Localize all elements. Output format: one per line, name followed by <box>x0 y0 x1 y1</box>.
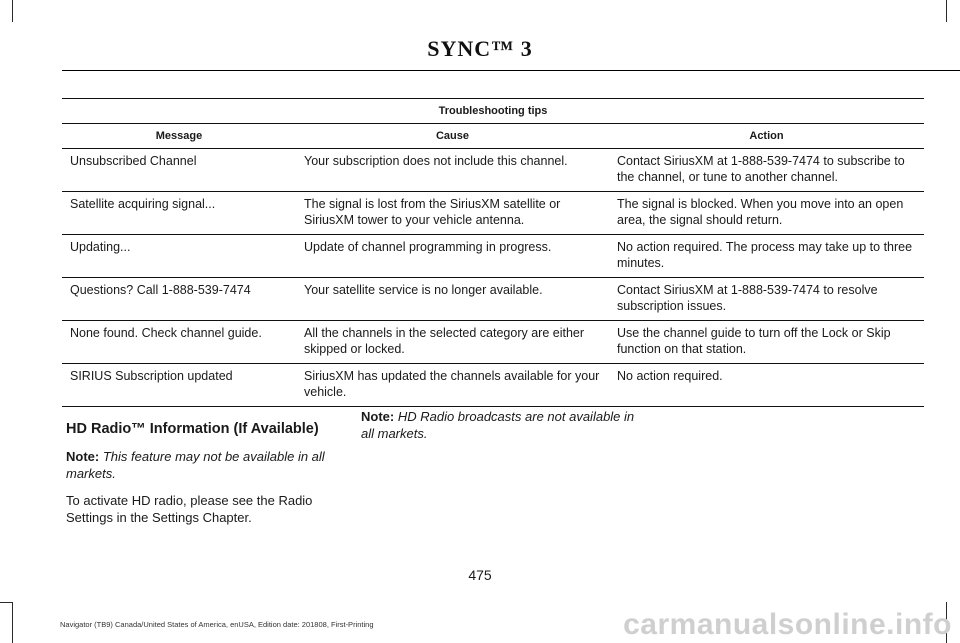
page-number: 475 <box>468 567 492 583</box>
page-header-title: SYNC™ 3 <box>427 36 533 61</box>
cell-action: The signal is blocked. When you move into an open area, the signal should return. <box>609 192 924 235</box>
note-label: Note: <box>361 409 395 424</box>
troubleshooting-table <box>62 98 924 407</box>
table-caption: Troubleshooting tips <box>62 99 924 124</box>
column-header-cause: Cause <box>296 124 609 149</box>
footer-edition-info: Navigator (TB9) Canada/United States of America, enUSA, Edition date: 201808, First-Printing <box>60 620 374 629</box>
cell-action: No action required. The process may take up to three minutes. <box>609 235 924 278</box>
cell-message: None found. Check channel guide. <box>62 321 296 364</box>
watermark: carmanualsonline.info <box>623 608 952 641</box>
table-row <box>62 364 924 407</box>
cell-message: Unsubscribed Channel <box>62 149 296 192</box>
note-text: This feature may not be available in all markets. <box>66 449 325 481</box>
cell-cause: Your subscription does not include this channel. <box>296 149 609 192</box>
cell-action: Use the channel guide to turn off the Lock or Skip function on that station. <box>609 321 924 364</box>
crop-mark-top-right <box>946 0 947 22</box>
note-paragraph <box>361 408 641 442</box>
column-header-message: Message <box>62 124 296 149</box>
section-heading: HD Radio™ Information (If Available) <box>66 421 319 437</box>
note-text: HD Radio broadcasts are not available in all markets. <box>361 409 635 441</box>
cell-cause: Your satellite service is no longer available. <box>296 278 609 321</box>
table-row <box>62 321 924 364</box>
cell-action: No action required. <box>609 364 924 407</box>
middle-column <box>361 408 641 452</box>
cell-cause: SiriusXM has updated the channels available for your vehicle. <box>296 364 609 407</box>
body-paragraph: To activate HD radio, please see the Radio Settings in the Settings Chapter. <box>66 493 313 525</box>
header-rule <box>62 70 960 71</box>
cell-action: Contact SiriusXM at 1-888-539-7474 to subscribe to the channel, or tune to another channel. <box>609 149 924 192</box>
table-row <box>62 149 924 192</box>
table-row <box>62 192 924 235</box>
cell-cause: Update of channel programming in progress. <box>296 235 609 278</box>
cell-message: Questions? Call 1-888-539-7474 <box>62 278 296 321</box>
column-header-action: Action <box>609 124 924 149</box>
table-row <box>62 278 924 321</box>
cell-action: Contact SiriusXM at 1-888-539-7474 to resolve subscription issues. <box>609 278 924 321</box>
crop-mark-top-left <box>12 0 13 22</box>
crop-mark-bottom-left <box>12 602 13 643</box>
cell-message: Updating... <box>62 235 296 278</box>
cell-cause: All the channels in the selected category are either skipped or locked. <box>296 321 609 364</box>
crop-mark-bottom-left-h <box>0 602 12 603</box>
left-column <box>66 421 346 536</box>
cell-cause: The signal is lost from the SiriusXM satellite or SiriusXM tower to your vehicle antenna. <box>296 192 609 235</box>
note-label: Note: <box>66 449 100 464</box>
note-paragraph <box>66 448 346 482</box>
cell-message: SIRIUS Subscription updated <box>62 364 296 407</box>
table-row <box>62 235 924 278</box>
cell-message: Satellite acquiring signal... <box>62 192 296 235</box>
